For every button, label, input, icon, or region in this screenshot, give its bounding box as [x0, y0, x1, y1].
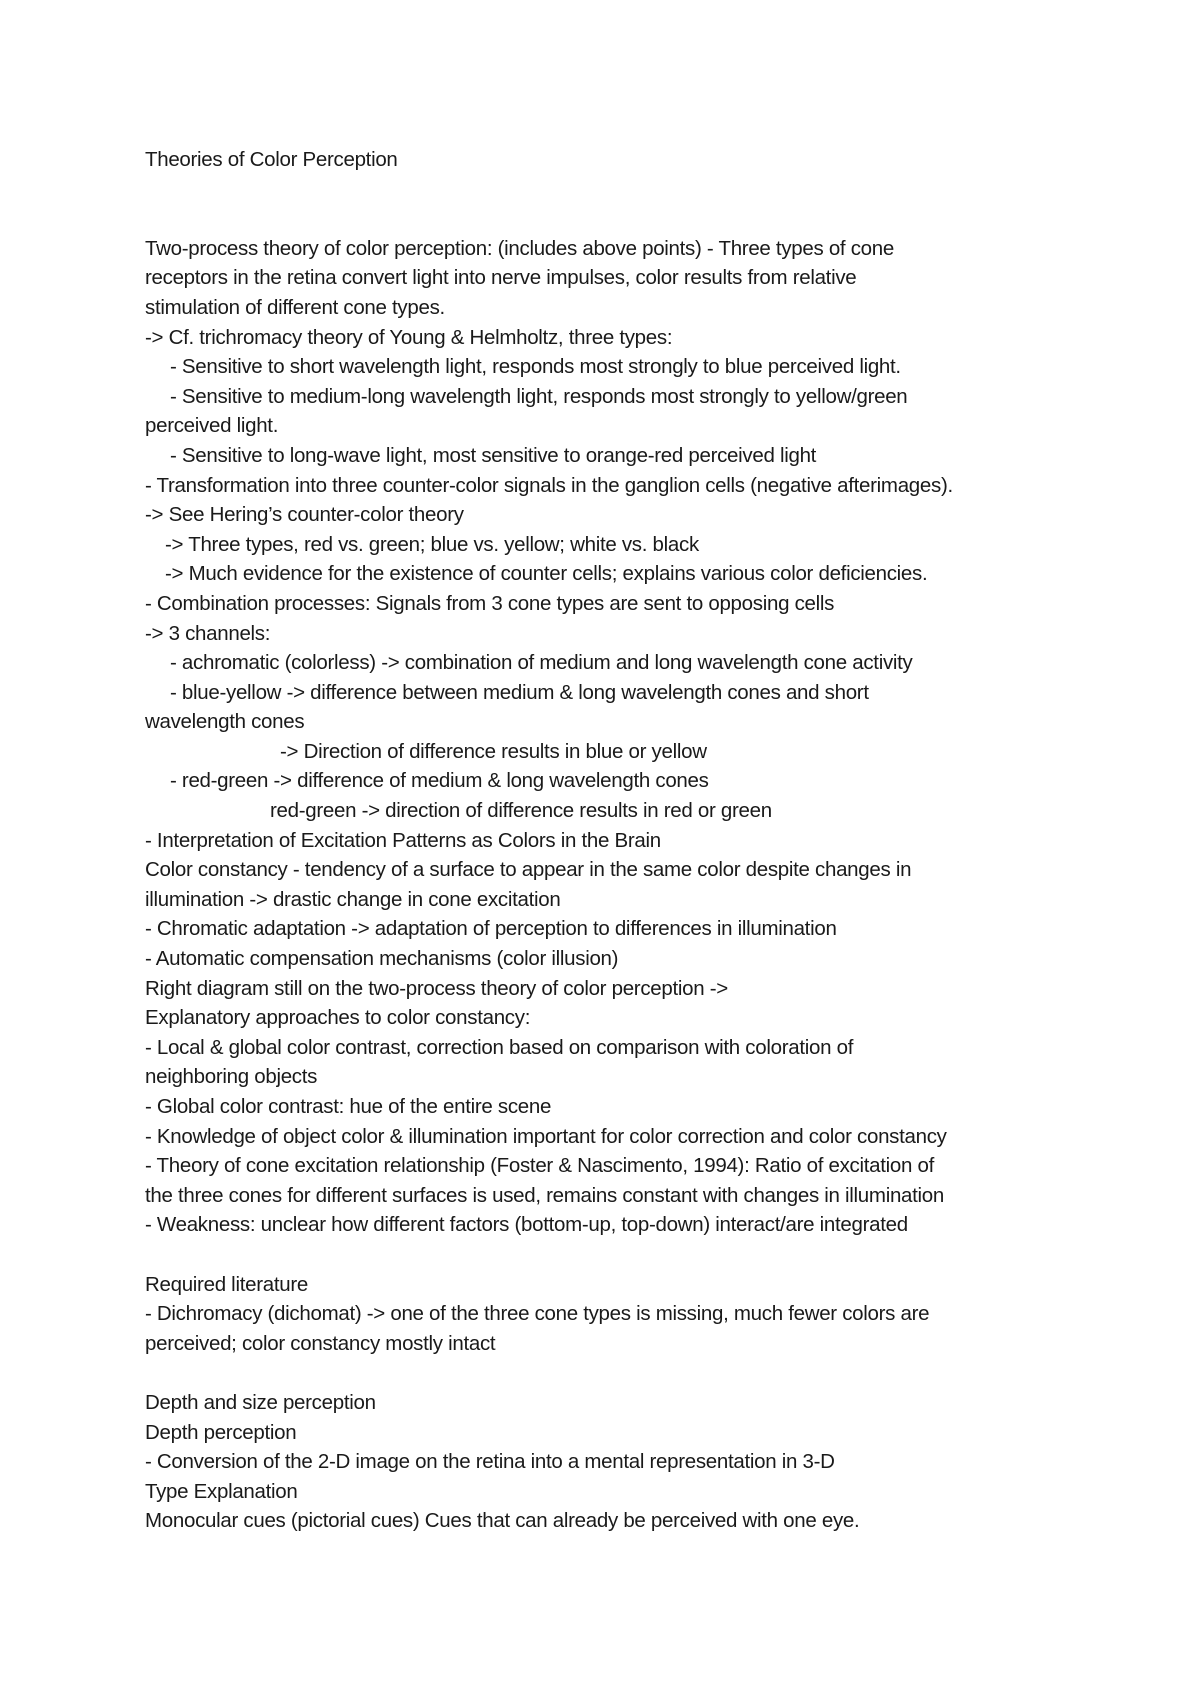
text-line: perceived light.	[145, 414, 279, 438]
section-heading: Required literature	[145, 1272, 308, 1296]
text-line: - Knowledge of object color & illumination important for color correction and color constancy	[145, 1124, 947, 1148]
text-line: - achromatic (colorless) -> combination of medium and long wavelength cone activity	[170, 651, 913, 675]
text-line: the three cones for different surfaces is used, remains constant with changes in illumination	[145, 1183, 944, 1207]
text-line: -> 3 channels:	[145, 621, 271, 645]
document-title: Theories of Color Perception	[145, 148, 398, 171]
spacer	[145, 204, 1075, 234]
spacer	[145, 1240, 1075, 1270]
text-line: neighboring objects	[145, 1065, 318, 1089]
text-line: -> Three types, red vs. green; blue vs. yellow; white vs. black	[165, 532, 699, 556]
text-line: - Local & global color contrast, correction based on comparison with coloration of	[145, 1035, 854, 1059]
spacer	[145, 175, 1075, 205]
text-line: illumination -> drastic change in cone excitation	[145, 887, 561, 911]
text-line: -> Direction of difference results in blue or yellow	[280, 739, 707, 763]
text-line: Type Explanation	[145, 1479, 298, 1503]
text-line: - Conversion of the 2-D image on the retina into a mental representation in 3-D	[145, 1450, 835, 1474]
text-line: - Theory of cone excitation relationship (Foster & Nascimento, 1994): Ratio of excitation of	[145, 1154, 935, 1178]
text-line: - Combination processes: Signals from 3 cone types are sent to opposing cells	[145, 591, 835, 615]
text-line: Right diagram still on the two-process theory of color perception ->	[145, 976, 728, 1000]
text-line: - Automatic compensation mechanisms (color illusion)	[145, 947, 619, 971]
text-line: - Weakness: unclear how different factors (bottom-up, top-down) interact/are integrated	[145, 1213, 908, 1237]
section-heading: Depth and size perception	[145, 1390, 376, 1414]
text-line: - Global color contrast: hue of the entire scene	[145, 1095, 552, 1118]
text-line: - Dichromacy (dichomat) -> one of the three cone types is missing, much fewer colors are	[145, 1302, 930, 1326]
subsection-heading: Depth perception	[145, 1420, 297, 1444]
text-line: receptors in the retina convert light into nerve impulses, color results from relative	[145, 266, 857, 290]
text-line: -> Much evidence for the existence of counter cells; explains various color deficiencies.	[165, 562, 928, 586]
text-line: - red-green -> difference of medium & long wavelength cones	[170, 769, 709, 793]
text-line: -> Cf. trichromacy theory of Young & Helmholtz, three types:	[145, 325, 673, 349]
text-line: - Sensitive to medium-long wavelength light, responds most strongly to yellow/green	[170, 384, 908, 408]
text-line: - Chromatic adaptation -> adaptation of perception to differences in illumination	[145, 917, 837, 941]
text-line: Two-process theory of color perception: (includes above points) - Three types of cone	[145, 236, 894, 260]
spacer	[145, 1358, 1075, 1388]
text-line: -> See Hering’s counter-color theory	[145, 503, 464, 527]
text-line: Color constancy - tendency of a surface to appear in the same color despite changes in	[145, 858, 912, 882]
text-line: stimulation of different cone types.	[145, 295, 445, 319]
text-line: Monocular cues (pictorial cues) Cues that can already be perceived with one eye.	[145, 1509, 860, 1533]
text-line: wavelength cones	[145, 710, 305, 734]
text-line: - Sensitive to long-wave light, most sensitive to orange-red perceived light	[170, 443, 817, 467]
document-body	[145, 145, 1075, 1536]
text-line: - blue-yellow -> difference between medium & long wavelength cones and short	[170, 680, 869, 704]
text-line: - Sensitive to short wavelength light, responds most strongly to blue perceived light.	[170, 355, 901, 379]
text-line: Explanatory approaches to color constancy:	[145, 1006, 531, 1030]
text-line: perceived; color constancy mostly intact	[145, 1331, 496, 1355]
text-line: - Transformation into three counter-color signals in the ganglion cells (negative afterimages).	[145, 473, 953, 497]
text-line: red-green -> direction of difference results in red or green	[270, 799, 772, 823]
text-line: - Interpretation of Excitation Patterns as Colors in the Brain	[145, 828, 661, 852]
